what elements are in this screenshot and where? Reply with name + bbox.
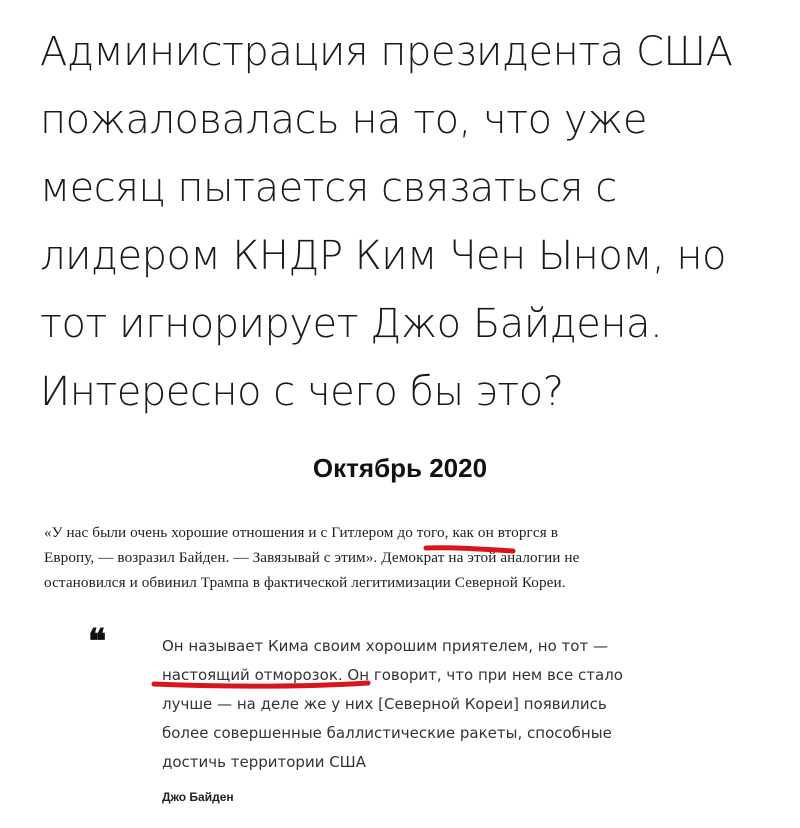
headline-line: Интересно с чего бы это? <box>40 369 564 415</box>
section-title: Октябрь 2020 <box>312 453 488 483</box>
headline-line: тот игнорирует Джо Байдена. <box>40 301 663 347</box>
quote-line: лучше — на деле же у них [Северной Кореи] появились <box>162 695 607 713</box>
quote-text <box>162 632 762 777</box>
headline-line: Администрация президента США <box>40 29 733 75</box>
quote-line: настоящий отморозок. Он говорит, что при нем все стало <box>162 666 623 684</box>
headline <box>40 18 780 426</box>
news-line: Европу, — возразил Байден. — Завязывай с этим». Демократ на этой аналогии не <box>44 549 580 566</box>
news-line: остановился и обвинил Трампа в фактической легитимизации Северной Кореи. <box>44 574 566 591</box>
headline-line: пожаловалась на то, что уже <box>40 97 647 143</box>
quote-author: Джо Байден <box>162 790 234 804</box>
quote-line: более совершенные баллистические ракеты, способные <box>162 724 612 742</box>
news-line: «У нас были очень хорошие отношения и с Гитлером до того, как он вторгся в <box>44 524 558 541</box>
quote-line: Он называет Кима своим хорошим приятелем, но тот — <box>162 637 608 655</box>
quote-line: достичь территории США <box>162 753 366 771</box>
headline-line: месяц пытается связаться с <box>40 165 617 211</box>
quote-mark-icon: ❝ <box>88 622 107 662</box>
headline-line: лидером КНДР Ким Чен Ыном, но <box>40 233 727 279</box>
news-paragraph <box>44 520 784 595</box>
